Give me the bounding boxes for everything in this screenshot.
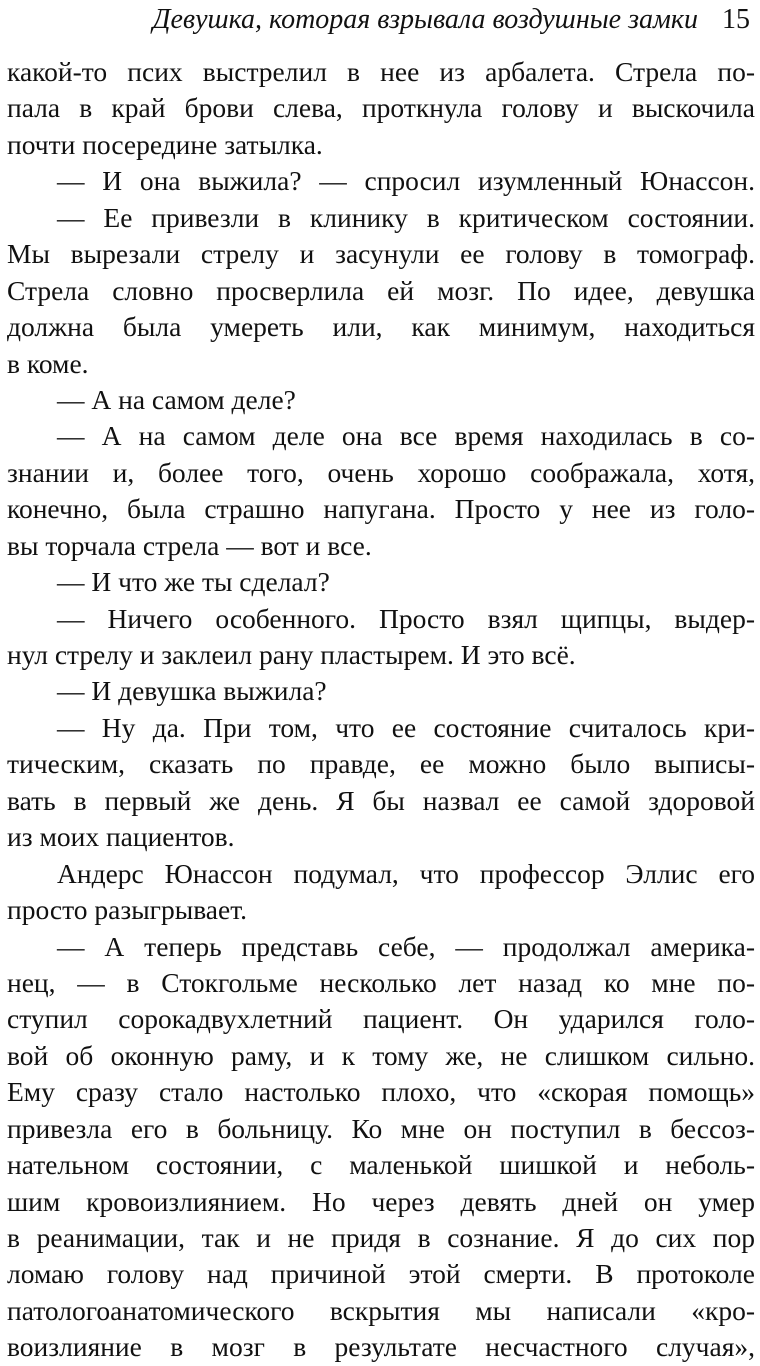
text-line: тическим, сказать по правде, ее можно было выписы- — [7, 748, 755, 780]
text-line: вы торчала стрела — вот и все. — [7, 529, 372, 561]
text-line: нул стрелу и заклеил рану пластырем. И это всё. — [7, 639, 576, 670]
text-line: — Ну да. При том, что ее состояние считалось кри- — [57, 711, 755, 743]
text-line: Ему сразу стало настолько плохо, что «скорая помощь» — [7, 1076, 755, 1108]
text-line: вой об оконную раму, и к тому же, не слишком сильно. — [7, 1039, 755, 1071]
text-line: — А на самом деле она все время находилась в со- — [57, 420, 755, 452]
text-line: шим кровоизлиянием. Но через девять дней он умер — [7, 1185, 755, 1217]
text-line: нательном состоянии, с маленькой шишкой и неболь- — [7, 1149, 755, 1181]
page-header — [0, 0, 760, 44]
text-line: привезла его в больницу. Ко мне он поступил в бессоз- — [7, 1112, 755, 1144]
text-line: в коме. — [7, 347, 89, 379]
text-line: почти посередине затылка. — [7, 128, 323, 160]
text-line: — А на самом деле? — [57, 383, 296, 415]
text-line: вать в первый же день. Я бы назвал ее самой здоровой — [7, 784, 755, 816]
text-line: просто разыгрывает. — [7, 894, 248, 926]
text-line: — И что же ты сделал? — [57, 566, 330, 598]
text-line: конечно, была страшно напугана. Просто у нее из голо- — [7, 493, 755, 525]
text-line: — И девушка выжила? — [57, 675, 327, 707]
page-number: 15 — [722, 4, 750, 35]
text-line: Андерс Юнассон подумал, что профессор Эллис его — [57, 857, 755, 889]
text-line: ломаю голову над причиной этой смерти. В протоколе — [7, 1258, 755, 1290]
text-line: — И она выжила? — спросил изумленный Юнассон. — [57, 165, 755, 197]
text-line: из моих пациентов. — [7, 821, 235, 853]
text-line: знании и, более того, очень хорошо соображала, хотя, — [7, 456, 755, 488]
body-text — [7, 54, 755, 1366]
text-line: в реанимации, так и не придя в сознание. Я до сих пор — [7, 1222, 755, 1253]
text-line: ступил сорокадвухлетний пациент. Он ударился голо- — [7, 1003, 755, 1035]
text-line: должна была умереть или, как минимум, находиться — [7, 311, 755, 343]
text-line: Стрела словно просверлила ей мозг. По идее, девушка — [7, 274, 755, 306]
text-line: какой-то псих выстрелил в нее из арбалета. Стрела по- — [7, 56, 755, 87]
text-line: — Ее привезли в клинику в критическом состоянии. — [57, 201, 755, 233]
text-line: — Ничего особенного. Просто взял щипцы, выдер- — [57, 602, 755, 634]
text-line: патологоанатомического вскрытия мы написали «кро- — [7, 1294, 755, 1326]
text-line: нец, — в Стокгольме несколько лет назад ко мне по- — [7, 966, 755, 998]
running-title: Девушка, которая взрывала воздушные замки — [152, 4, 698, 35]
text-line: Мы вырезали стрелу и засунули ее голову в томограф. — [7, 238, 755, 270]
text-line: пала в край брови слева, проткнула голову и выскочила — [7, 92, 755, 124]
text-line: — А теперь представь себе, — продолжал америка- — [57, 930, 755, 962]
text-line: воизлияние в мозг в результате несчастного случая», — [7, 1331, 755, 1363]
